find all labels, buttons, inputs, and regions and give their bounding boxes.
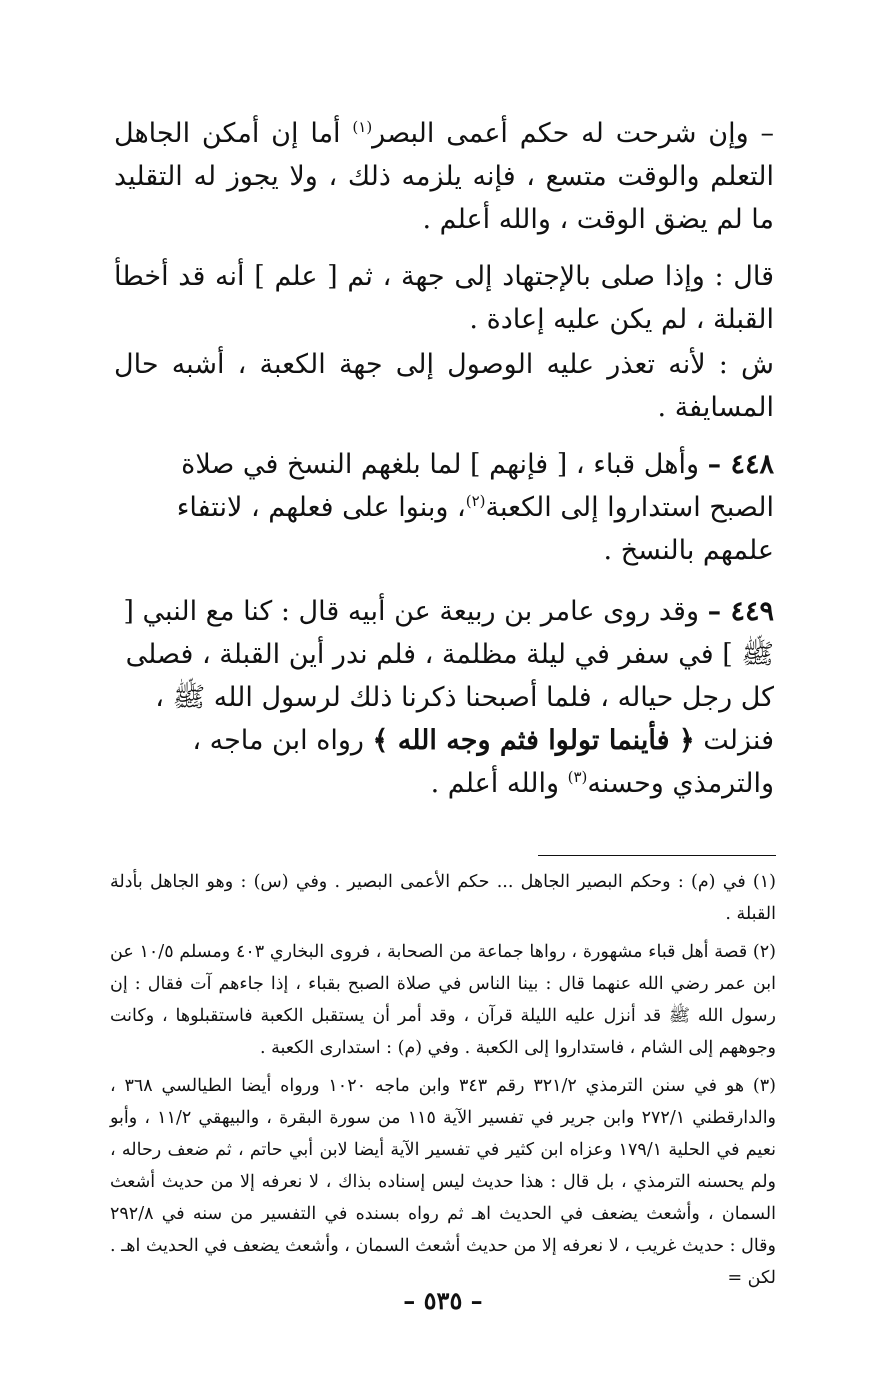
- page-number: – ٥٣٥ –: [403, 1286, 483, 1315]
- footnote-2: (٢) قصة أهل قباء مشهورة ، رواها جماعة من الصحابة ، فروى البخاري ٤٠٣ ومسلم ١٠/٥ عن ابن عمر رضي الله عنهما قال : بينا الناس في صلاة الصبح بقباء ، إذا جاءهم آت فقال : إن رسول الله ﷺ قد أنزل عليه الليلة قرآن ، وقد أمر أن يستقبل الكعبة فاستقبلوها ، وكانت وجوههم إلى الشام ، فاستداروا إلى الكعبة . وفي (م) : استدارى الكعبة .: [110, 942, 776, 1058]
- paragraph-text: – وإن شرحت له حكم أعمى البصر: [372, 118, 774, 149]
- item-text: وقد روى عامر بن ربيعة عن أبيه قال : كنا مع النبي [ ﷺ ] في سفر في ليلة مظلمة ، فلم ندر أين القبلة ، فصلى كل رجل حياله ، فلما أصبحنا ذكرنا ذلك لرسول الله ﷺ ، فنزلت: [123, 596, 774, 756]
- footnote-ref-2[interactable]: (٢): [465, 492, 486, 510]
- item-text: والله أعلم .: [430, 768, 568, 799]
- item-text: وأهل قباء ، [ فإنهم ] لما بلغهم النسخ في صلاة الصبح استداروا إلى الكعبة: [181, 449, 774, 523]
- item-number: ٤٤٩ –: [707, 596, 774, 627]
- item-text: ، وبنوا على فعلهم ، لانتفاء علمهم بالنسخ .: [176, 492, 774, 566]
- paragraph-qala: قال : وإذا صلى بالإجتهاد إلى جهة ، ثم [ علم ] أنه قد أخطأ القبلة ، لم يكن عليه إعادة .: [114, 261, 774, 335]
- footnote-1: (١) في (م) : وحكم البصير الجاهل ... حكم الأعمى البصير . وفي (س) : وهو الجاهل بأدلة القبلة .: [110, 872, 776, 924]
- quran-verse: ﴿ فأينما تولوا فثم وجه الله ﴾: [372, 725, 695, 756]
- paragraph-text: أما إن أمكن الجاهل التعلم والوقت متسع ، فإنه يلزمه ذلك ، ولا يجوز له التقليد ما لم يضق الوقت ، والله أعلم .: [114, 118, 774, 235]
- footnotes: [110, 866, 776, 1300]
- main-text: [114, 112, 774, 823]
- footnote-ref-3[interactable]: (٣): [567, 768, 588, 786]
- item-449: [114, 590, 774, 805]
- footnote-separator: [538, 855, 776, 856]
- paragraph-blind-ruling: [114, 112, 774, 241]
- item-number: ٤٤٨ –: [707, 449, 774, 480]
- item-text: رواه ابن ماجه ، والترمذي وحسنه: [192, 725, 774, 799]
- paragraph-sharh: ش : لأنه تعذر عليه الوصول إلى جهة الكعبة ، أشبه حال المسايفة .: [114, 349, 774, 423]
- footnote-ref-1[interactable]: (١): [352, 118, 373, 136]
- item-448: [114, 443, 774, 572]
- footnote-3: (٣) هو في سنن الترمذي ٣٢١/٢ رقم ٣٤٣ وابن ماجه ١٠٢٠ ورواه أيضا الطيالسي ٣٦٨ ، والدارقطني ٢٧٢/١ وابن جرير في تفسير الآية ١١٥ من سورة البقرة ، والبيهقي ١١/٢ ، وأبو نعيم في الحلية ١٧٩/١ وعزاه ابن كثير في تفسير الآية أيضا لابن أبي حاتم ، ثم ضعف رحاله ، ولم يحسنه الترمذي ، بل قال : هذا حديث ليس إسناده بذاك ، لا نعرفه إلا من حديث أشعث السمان ، وأشعث يضعف في الحديث اهـ ثم رواه بسنده في التفسير من سنه في ٢٩٢/٨ وقال : حديث غريب ، لا نعرفه إلا من حديث أشعث السمان ، وأشعث يضعف في الحديث اهـ . لكن =: [110, 1076, 777, 1288]
